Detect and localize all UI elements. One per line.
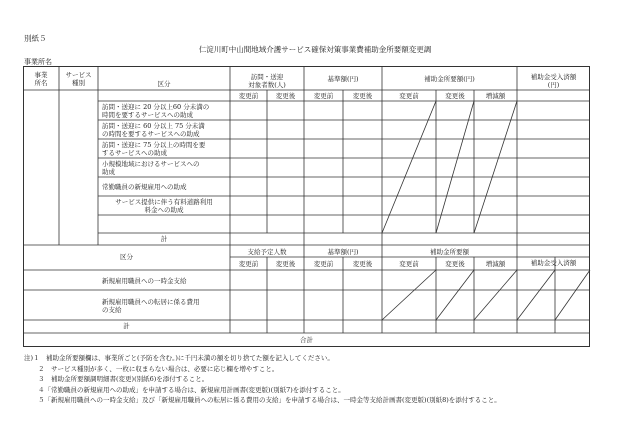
sub-header-before: 変更前	[238, 92, 259, 100]
sub-header-after: 変更後	[352, 92, 373, 100]
header-base-amount: 基準額(円)	[327, 75, 359, 83]
form-title: 仁淀川町中山間地域介護サービス確保対策事業費補助金所要額変更調	[198, 45, 432, 54]
note-2: ２ サービス種別が多く、一枚に収まらない場合は、必要に応じ欄を増やすこと。	[38, 364, 279, 373]
note-1: 注)１ 補助金所要額欄は、事業所ごと(予防を含む。)に千円未満の額を切り捨てた額を記入してください。	[24, 354, 334, 362]
header-office: 事業 所名	[34, 71, 48, 87]
header-base-amount-2: 基準額(円)	[327, 248, 359, 256]
sub-header-diff: 増減額	[485, 260, 506, 268]
note-3: ３ 補助金所要額調明細書(変更)(別紙6)を添付すること。	[38, 375, 209, 383]
header-received-2: 補助金受入済額	[530, 259, 577, 267]
row-label-relocation: 新規雇用職員への転居に係る費用 の支給	[102, 298, 200, 314]
row-label-toll-road: サービス提供に伴う有料道路利用 料金への助成	[115, 198, 213, 214]
sub-header-after: 変更後	[445, 92, 465, 100]
row-label-subtotal-2: 計	[123, 322, 130, 330]
sub-header-after: 変更後	[352, 260, 373, 268]
note-5: ５「新規雇用職員への一時金支給」及び「新規雇用職員への転居に係る費用の支給」を申請する場合は、一時金等支給計画書(変更版)(別紙8)を添付すること。	[38, 396, 501, 404]
header-category: 区分	[157, 80, 171, 88]
row-label-visit-60-75: 訪問・送迎に 60 分以上 75 分未満 の時間を要するサービスへの助成	[102, 122, 205, 138]
header-subsidy-amount: 補助金所要額(円)	[424, 75, 475, 83]
header-planned-count: 支給予定人数	[247, 248, 287, 256]
row-label-subtotal: 計	[160, 235, 168, 243]
row-label-small-area: 小規模地域におけるサービスへの 助成	[102, 160, 200, 176]
sub-header-diff: 増減額	[485, 92, 506, 100]
header-subsidy-2: 補助金所要額	[430, 248, 469, 256]
notes	[24, 353, 501, 406]
header-received-amount: 補助金受入済額 (円)	[530, 73, 577, 89]
header-category-2: 区分	[120, 253, 133, 261]
note-4: ４「常勤職員の新規雇用への助成」を申請する場合は、新規雇用計画書(変更版)(別紙7)を添付すること。	[38, 385, 345, 394]
office-name-label: 事業所名	[24, 58, 52, 66]
row-label-grand-total: 合計	[300, 336, 313, 344]
sub-header-before: 変更前	[399, 92, 419, 100]
sub-header-before: 変更前	[313, 260, 334, 268]
row-label-visit-75-plus: 訪問・送迎に 75 分以上の時間を要 するサービスへの助成	[102, 141, 206, 157]
sub-header-after: 変更後	[275, 260, 296, 268]
row-label-visit-20-60: 訪問・送迎に 20 分以上60 分未満の 時間を要するサービスへの助成	[102, 103, 210, 119]
sub-header-before: 変更前	[399, 260, 419, 268]
header-service-type: サービス 種別	[65, 71, 92, 87]
sub-header-after: 変更後	[445, 260, 465, 268]
sub-header-before: 変更前	[238, 260, 259, 268]
sub-header-before: 変更前	[313, 92, 334, 100]
header-visit-users: 訪問・送迎 対象者数(人)	[248, 73, 286, 89]
row-label-fulltime-hire: 常勤職員の新規雇用への助成	[102, 183, 187, 191]
row-label-lump-sum: 新規雇用職員への一時金支給	[102, 277, 187, 285]
sub-header-after: 変更後	[275, 92, 296, 100]
annex-number: 別紙５	[24, 34, 47, 43]
